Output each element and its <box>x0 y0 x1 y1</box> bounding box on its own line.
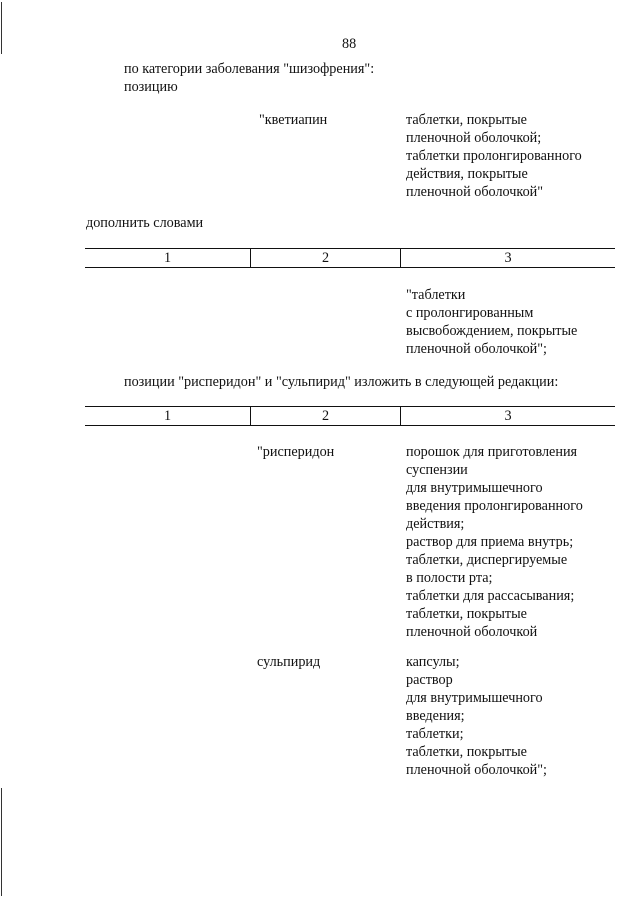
column-header-3: 3 <box>504 250 512 266</box>
form-line: суспензии <box>406 462 468 478</box>
column-header-2: 2 <box>321 250 330 266</box>
form-line: таблетки, покрытые <box>406 744 527 760</box>
form-line: с пролонгированным <box>406 305 534 321</box>
drug-name-sulpiride: сульпирид <box>257 654 321 670</box>
form-line: таблетки, покрытые <box>406 606 527 622</box>
form-line: пленочной оболочкой"; <box>406 341 548 357</box>
form-line: таблетки пролонгированного <box>406 148 582 164</box>
dosage-forms-sulpiride <box>406 653 547 779</box>
form-line: порошок для приготовления <box>406 444 578 460</box>
scan-edge-top <box>1 2 2 54</box>
form-line: введения пролонгированного <box>406 498 583 514</box>
column-header-3: 3 <box>504 408 512 424</box>
form-line: таблетки, диспергируемые <box>406 552 568 568</box>
replace-instruction: позиции "рисперидон" и "сульпирид" изложить в следующей редакции: <box>124 374 559 390</box>
form-line: пленочной оболочкой; <box>406 130 542 146</box>
dosage-forms-risperidone <box>406 443 583 641</box>
form-line: "таблетки <box>406 287 466 303</box>
scan-edge-bottom <box>1 788 2 896</box>
column-header-1: 1 <box>163 408 172 424</box>
supplement-instruction: дополнить словами <box>86 215 204 231</box>
column-header-2: 2 <box>321 408 330 424</box>
form-line: раствор <box>406 672 453 688</box>
column-header-1: 1 <box>163 250 172 266</box>
form-line: капсулы; <box>406 654 460 670</box>
form-line: раствор для приема внутрь; <box>406 534 574 550</box>
dosage-forms-quetiapine <box>406 111 582 201</box>
form-line: высвобождением, покрытые <box>406 323 578 339</box>
intro-line-2: позицию <box>124 79 178 95</box>
form-line: в полости рта; <box>406 570 493 586</box>
page-number: 88 <box>342 36 357 52</box>
column-header-table-1 <box>85 248 615 268</box>
form-line: введения; <box>406 708 465 724</box>
form-line: для внутримышечного <box>406 690 543 706</box>
form-line: пленочной оболочкой <box>406 624 538 640</box>
form-line: таблетки, покрытые <box>406 112 527 128</box>
form-line: пленочной оболочкой"; <box>406 762 548 778</box>
drug-name-risperidone: "рисперидон <box>257 444 335 460</box>
form-line: действия, покрытые <box>406 166 528 182</box>
added-dosage-forms <box>406 286 577 358</box>
form-line: для внутримышечного <box>406 480 543 496</box>
form-line: пленочной оболочкой" <box>406 184 544 200</box>
drug-name-quetiapine: "кветиапин <box>259 112 328 128</box>
form-line: таблетки; <box>406 726 464 742</box>
column-header-table-2 <box>85 406 615 426</box>
intro-line-1: по категории заболевания "шизофрения": <box>124 61 375 77</box>
form-line: действия; <box>406 516 465 532</box>
form-line: таблетки для рассасывания; <box>406 588 575 604</box>
